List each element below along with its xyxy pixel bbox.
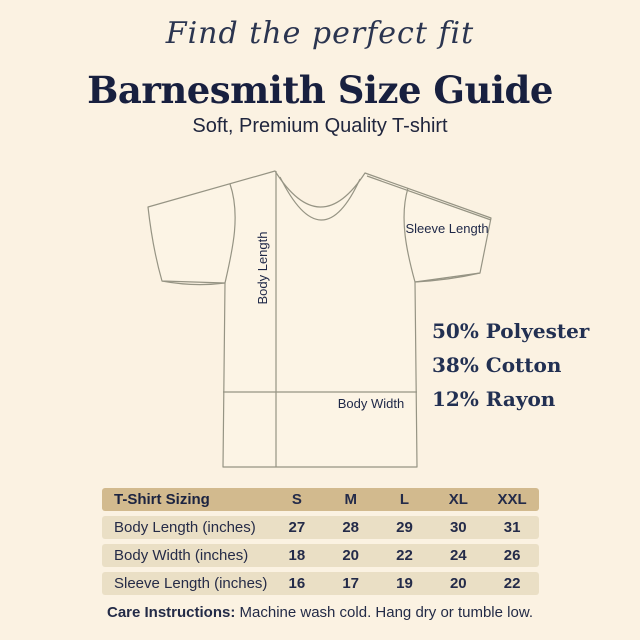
cell-value: 31 (503, 519, 521, 536)
column-header-m: M (344, 491, 357, 508)
sizing-table (102, 488, 539, 600)
cell-value: 20 (449, 575, 467, 592)
table-row-body-width (102, 544, 539, 567)
column-header-xl: XL (448, 491, 468, 508)
column-header-s: S (291, 491, 302, 508)
column-header-l: L (399, 491, 410, 508)
page-title: Barnesmith Size Guide (87, 68, 553, 112)
cell-value: 20 (342, 547, 360, 564)
cell-value: 18 (288, 547, 306, 564)
cell-value: 27 (288, 519, 306, 536)
cell-value: 22 (396, 547, 413, 564)
cell-value: 26 (503, 547, 521, 564)
material-line: 12% Rayon (432, 387, 556, 411)
care-instructions-label: Care Instructions: (106, 604, 236, 621)
body-width-label: Body Width (337, 396, 405, 411)
row-label: Body Width (inches) (114, 547, 249, 564)
sleeve-length-label: Sleeve Length (405, 221, 489, 236)
care-instructions (0, 604, 640, 621)
cell-value: 16 (288, 575, 306, 592)
cell-value: 19 (396, 575, 413, 592)
table-row-body-length (102, 516, 539, 539)
table-header-row (102, 488, 539, 511)
body-length-label: Body Length (255, 231, 270, 305)
tagline-script-text: Find the perfect fit (165, 16, 475, 51)
table-title: T-Shirt Sizing (114, 491, 210, 508)
cell-value: 29 (396, 519, 413, 536)
cell-value: 17 (342, 575, 360, 592)
column-header-xxl: XXL (497, 491, 527, 508)
page-subtitle: Soft, Premium Quality T-shirt (192, 115, 448, 137)
cell-value: 30 (449, 519, 467, 536)
material-line: 38% Cotton (432, 353, 562, 377)
table-row-sleeve-length (102, 572, 539, 595)
row-label: Body Length (inches) (114, 519, 256, 536)
cell-value: 28 (342, 519, 360, 536)
cell-value: 24 (449, 547, 467, 564)
cell-value: 22 (503, 575, 521, 592)
row-label: Sleeve Length (inches) (114, 575, 268, 592)
material-composition (432, 314, 589, 416)
care-instructions-text: Machine wash cold. Hang dry or tumble low. (235, 604, 533, 621)
material-line: 50% Polyester (432, 319, 590, 343)
